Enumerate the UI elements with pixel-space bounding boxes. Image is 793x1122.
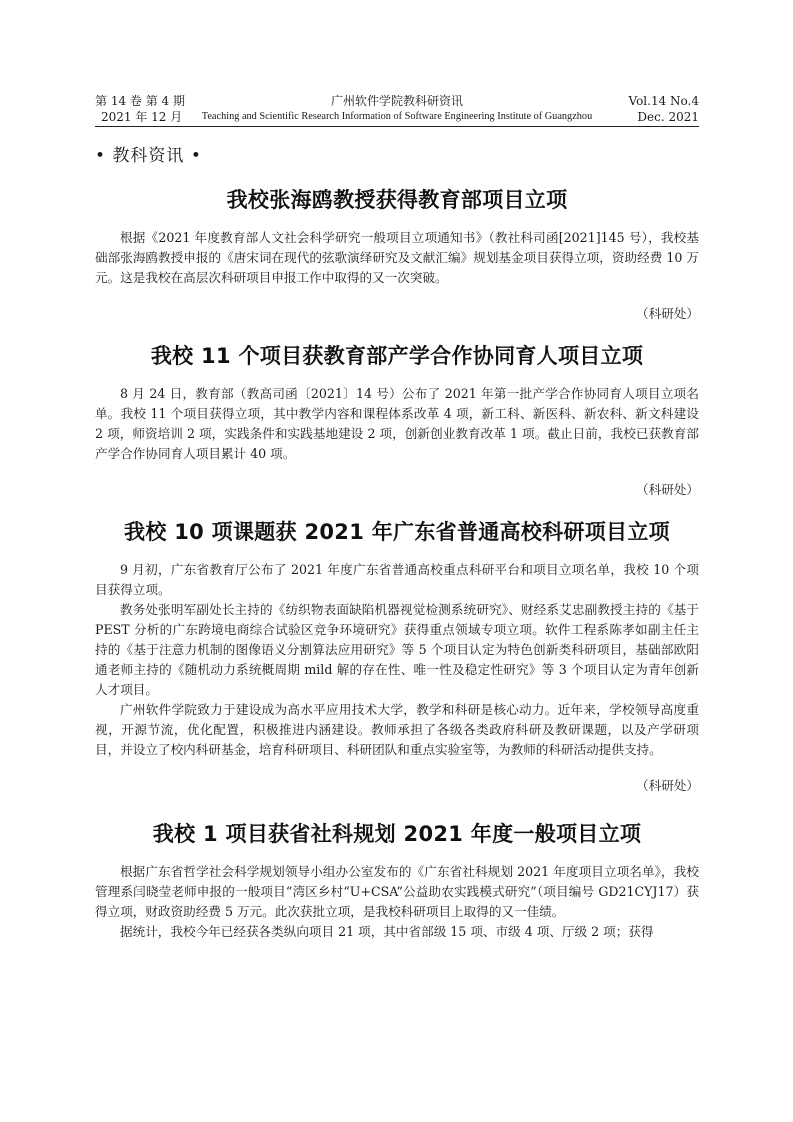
article-body: [95, 384, 699, 464]
article-title: 我校 10 项课题获 2021 年广东省普通高校科研项目立项: [124, 520, 670, 544]
content-column: [95, 146, 699, 942]
article-paragraph: 根据广东省哲学社会科学规划领导小组办公室发布的《广东省社科规划 2021 年度项目立项名单》，我校管理系闫晓莹老师申报的一般项目“湾区乡村“U+CSA”公益助农实践模式研究”（项目编号 GD21CYJ17）获得立项，财政资助经费 5 万元。此次获批立项，是我校科研项目上取得的又一佳绩。: [95, 864, 699, 919]
journal-title-english: Teaching and Scientific Research Information of Software Engineering Institute of Guangzhou: [201, 111, 593, 122]
article-industry-education-projects: [95, 342, 699, 500]
article-source: （科研处）: [636, 482, 699, 497]
volume-issue: 第 14 卷 第 4 期: [95, 94, 185, 108]
volume-issue-english: Vol.14 No.4: [628, 94, 699, 108]
article-guangdong-research-projects: [95, 518, 699, 796]
article-source: （科研处）: [636, 778, 699, 793]
article-paragraph: 据统计，我校今年已经获各类纵向项目 21 项，其中省部级 15 项、市级 4 项、厅级 2 项；获得: [120, 924, 654, 939]
article-title: 我校张海鸥教授获得教育部项目立项: [226, 188, 568, 212]
article-paragraph: 8 月 24 日，教育部（教高司函〔2021〕14 号）公布了 2021 年第一批产学合作协同育人项目立项名单。我校 11 个项目获得立项，其中教学内容和课程体系改革 4 项，新工科、新医科、新农科、新文科建设 2 项，师资培训 2 项，实践条件和实践基地建设 2 项，创新创业教育改革 1 项。截止日前，我校已获教育部产学合作协同育人项目累计 40 项。: [95, 386, 699, 461]
issue-date: 2021 年 12 月: [101, 110, 183, 124]
article-body: [95, 560, 699, 760]
issue-date-english: Dec. 2021: [637, 110, 699, 124]
header-rule: [95, 126, 699, 127]
article-paragraph: 广州软件学院致力于建设成为高水平应用技术大学，教学和科研是核心动力。近年来，学校领导高度重视，开源节流，优化配置，积极推进内涵建设。教师承担了各级各类政府科研及教研课题，以及产学研项目，并设立了校内科研基金，培育科研项目、科研团队和重点实验室等，为教师的科研活动提供支持。: [95, 702, 699, 757]
section-label: • 教科资讯 •: [95, 146, 202, 166]
article-title: 我校 1 项目获省社科规划 2021 年度一般项目立项: [152, 822, 642, 846]
article-paragraph: 教务处张明军副处长主持的《纺织物表面缺陷机器视觉检测系统研究》、财经系艾忠副教授主持的《基于 PEST 分析的广东跨境电商综合试验区竞争环境研究》获得重点领域专项立项。软件工程系陈孝如副主任主持的《基于注意力机制的图像语义分割算法应用研究》等 5 个项目认定为特色创新类科研项目，基础部欧阳通老师主持的《随机动力系统概周期 mild 解的存在性、唯一性及稳定性研究》等 3 个项目认定为青年创新人才项目。: [95, 602, 699, 697]
article-source: （科研处）: [636, 306, 699, 321]
article-paragraph: 9 月初，广东省教育厅公布了 2021 年度广东省普通高校重点科研平台和项目立项名单，我校 10 个项目获得立项。: [95, 562, 699, 597]
article-paragraph: 根据《2021 年度教育部人文社会科学研究一般项目立项通知书》（教社科司函[2021]145 号），我校基础部张海鸥教授申报的《唐宋词在现代的弦歌演绎研究及文献汇编》规划基金项目获得立项，资助经费 10 万元。这是我校在高层次科研项目申报工作中取得的又一次突破。: [95, 230, 699, 285]
article-body: [95, 862, 699, 942]
article-body: [95, 228, 699, 288]
article-social-science-project: [95, 820, 699, 942]
article-title: 我校 11 个项目获教育部产学合作协同育人项目立项: [150, 344, 644, 368]
article-zhang-haiou-project: [95, 186, 699, 324]
running-header: [95, 92, 699, 130]
journal-title: 广州软件学院教科研资讯: [330, 94, 463, 108]
